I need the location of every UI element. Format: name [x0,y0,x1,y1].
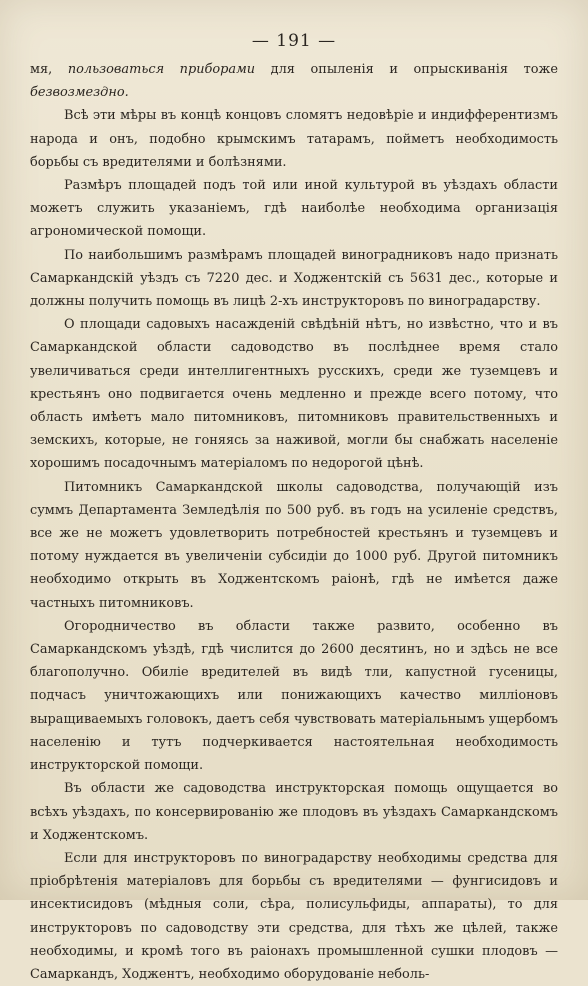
paragraph-text: Если для инструкторовъ по виноградарству необходимы средства для пріобрѣтенія матеріаловъ для борьбы съ вредителями — фунгисидовъ и инсектисидовъ (мѣдныя соли, сѣра, полисульфиды, аппараты), то для инструкторовъ по садоводству эти средства, для тѣхъ же цѣлей, также необходимы, и кромѣ того въ раіонахъ промышленной сушки плодовъ — Самаркандъ, Ходжентъ, необходимо оборудованіе неболь- [30,850,558,982]
paragraph-text: Всѣ эти мѣры въ концѣ концовъ сломятъ недовѣріе и индифферентизмъ народа и онъ, подобно крымскимъ татарамъ, пойметъ необходимость борьбы съ вредителями и болѣзнями. [30,108,558,170]
paragraph [30,615,558,777]
paragraph [30,476,558,615]
body-text [30,58,558,986]
italic-text: безвозмездно. [30,85,129,101]
paragraph-text: для опыленія и опрыскиванія тоже [255,62,559,77]
paragraph [30,174,558,244]
paragraph [30,58,558,104]
paragraph-text: О площади садовыхъ насажденій свѣдѣній нѣтъ, но извѣстно, что и въ Самаркандской области садоводство въ послѣднее время стало увеличиваться среди интеллигентныхъ русскихъ, среди же туземцевъ и крестьянъ оно подвигается очень медленно и прежде всего потому, что область имѣетъ мало питомниковъ, питомниковъ правительственныхъ и земскихъ, которые, не гоняясь за наживой, могли бы снабжать населеніе хорошимъ посадочнымъ матеріаломъ по недорогой цѣнѣ. [30,317,558,472]
paragraph-text: мя, [30,62,68,77]
paragraph-text: По наибольшимъ размѣрамъ площадей виноградниковъ надо признать Самаркандскій уѣздъ съ 7220 дес. и Ходжентскій съ 5631 дес., которые и должны получить помощь въ лицѣ 2-хъ инструкторовъ по виноградарству. [30,247,558,310]
italic-text: пользоваться приборами [67,62,256,77]
paragraph-text: Огородничество въ области также развито, особенно въ Самаркандскомъ уѣздѣ, гдѣ числится до 2600 десятинъ, но и здѣсь не все благополучно. Обиліе вредителей въ видѣ тли, капустной гусеницы, подчасъ уничтожающихъ или понижающихъ качество милліоновъ выращиваемыхъ головокъ, даетъ себя чувствовать матеріальнымъ ущербомъ населенію и тутъ подчеркивается настоятельная необходимость инструкторской помощи. [30,618,558,774]
paragraph [30,847,558,986]
paragraph [30,777,558,847]
paragraph [30,104,558,174]
paragraph-text: Питомникъ Самаркандской школы садоводства, получающій изъ суммъ Департамента Земледѣлія по 500 руб. въ годъ на усиленіе средствъ, все же не можетъ удовлетворить потребностей крестьянъ и туземцевъ и потому нуждается въ увеличеніи субсидіи до 1000 руб. Другой питомникъ необходимо открыть въ Ходжентскомъ раіонѣ, гдѣ не имѣется даже частныхъ питомниковъ. [30,479,558,611]
paragraph [30,244,558,314]
page-number: — 191 — [251,31,337,51]
paragraph-text: Въ области же садоводства инструкторская помощь ощущается во всѣхъ уѣздахъ, по консервированію же плодовъ въ уѣздахъ Самаркандскомъ и Ходжентскомъ. [30,781,558,843]
paragraph-text: Размѣръ площадей подъ той или иной культурой въ уѣздахъ области можетъ служить указаніемъ, гдѣ наиболѣе необходима организація агрономической помощи. [30,178,558,240]
paragraph [30,313,558,475]
